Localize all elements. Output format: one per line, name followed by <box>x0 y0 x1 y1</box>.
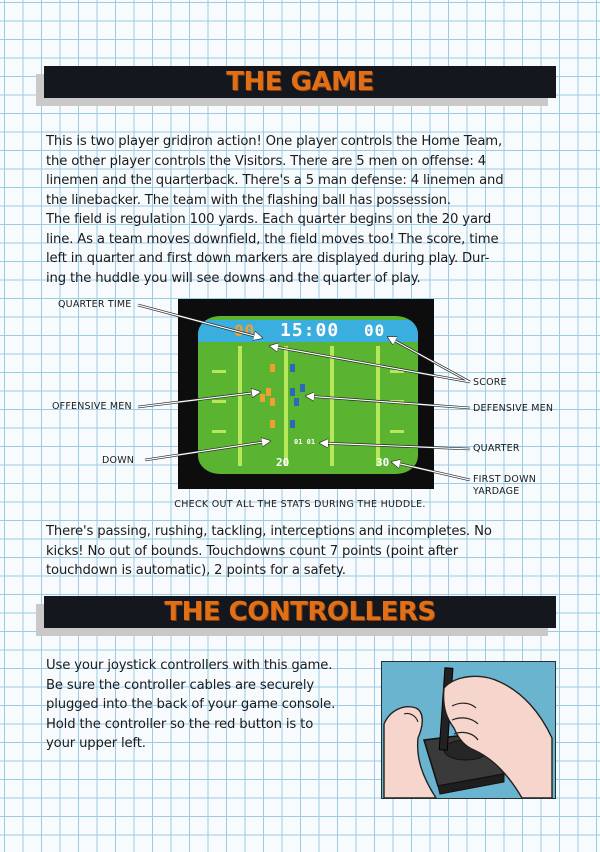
text-line: the linebacker. The team with the flashing ball has possession. <box>46 192 451 208</box>
text-line: There's passing, rushing, tackling, interceptions and incompletes. No <box>46 524 492 539</box>
label-defensive-men: DEFENSIVE MEN <box>473 403 554 414</box>
diagram-caption: CHECK OUT ALL THE STATS DURING THE HUDDLE. <box>174 499 426 510</box>
yard-marker-left: 20 <box>276 456 290 469</box>
text-line: Use your joystick controllers with this game. <box>46 658 333 673</box>
section-banner-the-controllers <box>44 596 556 628</box>
text-line: linemen and the quarterback. There's a 5 man defense: 4 linemen and <box>46 173 504 189</box>
label-quarter-time: QUARTER TIME <box>58 299 132 310</box>
text-line: line. As a team moves downfield, the field moves too! The score, time <box>46 231 499 247</box>
quarter-clock: 15:00 <box>280 320 340 341</box>
rules-paragraph <box>46 522 566 581</box>
label-yardage: YARDAGE <box>473 486 520 497</box>
label-quarter: QUARTER <box>473 443 520 454</box>
section-title: THE GAME <box>226 67 374 97</box>
text-line: ing the huddle you will see downs and the quarter of play. <box>46 270 421 286</box>
visitor-score: 00 <box>364 321 386 340</box>
joystick-illustration <box>381 661 556 799</box>
text-line: Hold the controller so the red button is to <box>46 716 314 732</box>
section-title: THE CONTROLLERS <box>164 597 436 627</box>
controllers-paragraph <box>46 656 382 754</box>
label-down: DOWN <box>102 455 135 466</box>
down-quarter-readout: 01 01 <box>294 438 316 446</box>
yard-marker-right: 30 <box>376 456 390 469</box>
home-score: 00 <box>234 321 256 340</box>
label-offensive-men: OFFENSIVE MEN <box>52 401 132 412</box>
text-line: your upper left. <box>46 736 146 752</box>
label-score: SCORE <box>473 377 507 388</box>
text-line: This is two player gridiron action! One player controls the Home Team, <box>46 134 503 149</box>
text-line: The field is regulation 100 yards. Each quarter begins on the 20 yard <box>46 212 492 227</box>
text-line: touchdown is automatic), 2 points for a safety. <box>46 563 346 579</box>
hand-on-joystick-icon <box>382 662 555 798</box>
text-line: kicks! No out of bounds. Touchdowns count 7 points (point after <box>46 543 459 559</box>
text-line: plugged into the back of your game console. <box>46 697 336 713</box>
text-line: the other player controls the Visitors. There are 5 men on offense: 4 <box>46 153 486 169</box>
text-line: left in quarter and first down markers are displayed during play. Dur- <box>46 251 490 267</box>
label-first-down: FIRST DOWN <box>473 474 537 485</box>
text-line: Be sure the controller cables are securely <box>46 677 315 693</box>
